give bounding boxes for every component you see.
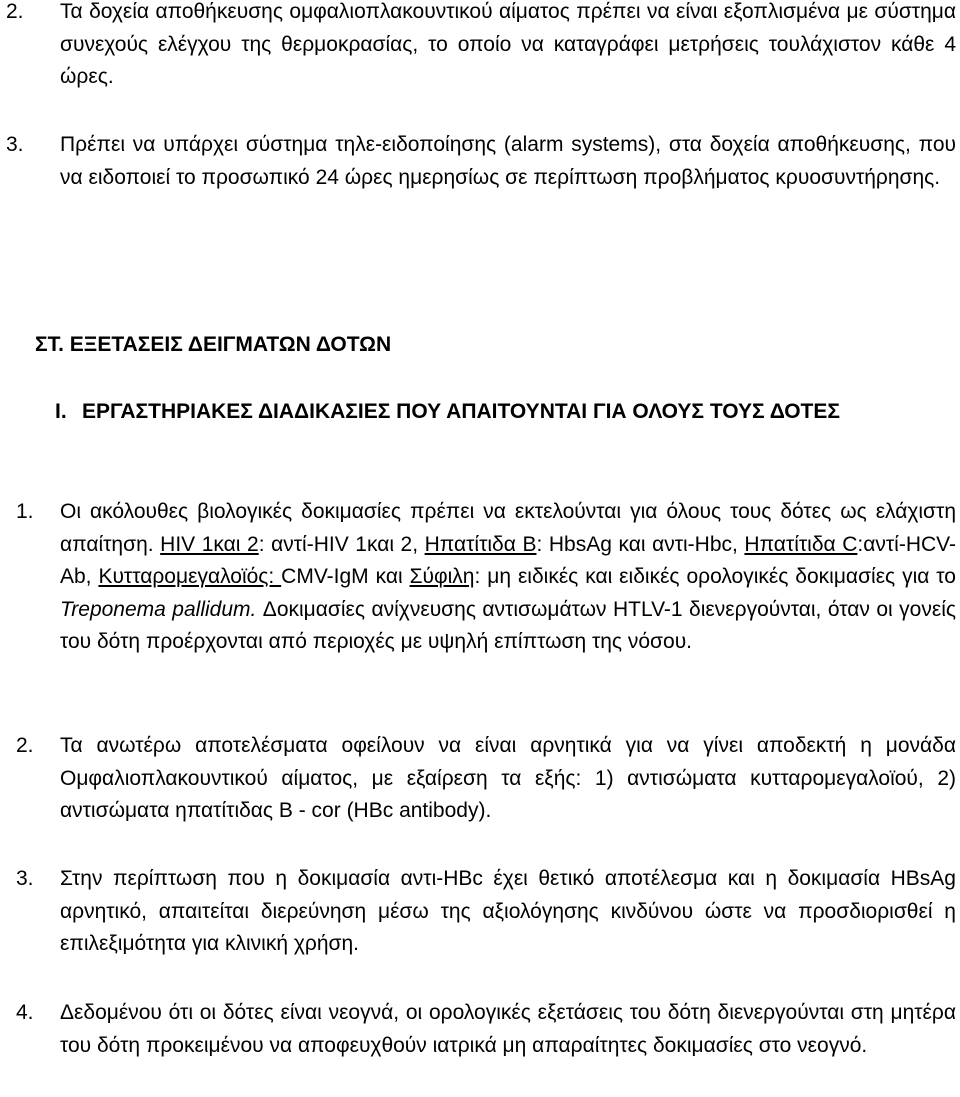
list-item-text: Τα ανωτέρω αποτελέσματα οφείλουν να είναι αρνητικά για να γίνει αποδεκτή η μονάδα Ομφαλιοπλακουντικού αίματος, με εξαίρεση τα εξής: 1) αντισώματα κυτταρομεγαλοϊού, 2) αντισώματα ηπατίτιδας Β - cor (HBc antibody). — [60, 734, 956, 822]
list-number: 3. — [16, 867, 34, 890]
subsection-heading — [55, 396, 955, 429]
list-number: 2. — [16, 734, 34, 757]
list-item-text: Δεδομένου ότι οι δότες είναι νεογνά, οι ορολογικές εξετάσεις του δότη διενεργούνται στη μητέρα του δότη προκειμένου να αποφευχθούν ιατρικά μη απαραίτητες δοκιμασίες στο νεογνό. — [60, 1001, 956, 1057]
cmv-text: CMV-IgM και — [281, 565, 410, 588]
hepatitis-c-text: :αντί-HCV-Ab, — [60, 532, 957, 588]
cmv-label: Κυτταρομεγαλοϊός: — [98, 565, 282, 588]
list-item-text: Στην περίπτωση που η δοκιμασία αντι-HBc έχει θετικό αποτέλεσμα και η δοκιμασία HBsAg αρνητικό, απαιτείται διερεύνηση μέσω της αξιολόγησης κινδύνου ώστε να προσδιορισθεί η επιλεξιμότητα για κλινική χρήση. — [60, 867, 956, 955]
subsection-title: ΕΡΓΑΣΤΗΡΙΑΚΕΣ ΔΙΑΔΙΚΑΣΙΕΣ ΠΟΥ ΑΠΑΙΤΟΥΝΤΑΙ ΓΙΑ ΟΛΟΥΣ ΤΟΥΣ ΔΟΤΕΣ — [82, 400, 840, 423]
hiv-text: : αντί-HIV 1και 2, — [258, 532, 425, 556]
list-item-2 — [6, 730, 956, 828]
section-heading: ΣΤ. ΕΞΕΤΑΣΕΙΣ ΔΕΙΓΜΑΤΩΝ ΔΟΤΩΝ — [35, 333, 392, 356]
list-item-text: Πρέπει να υπάρχει σύστημα τηλε-ειδοποίησης (alarm systems), στα δοχεία αποθήκευσης, που να ειδοποιεί το προσωπικό 24 ώρες ημερησίως σε περίπτωση προβλήματος κρυοσυντήρησης. — [60, 133, 956, 189]
hepatitis-b-label: Ηπατίτιδα Β — [424, 532, 537, 556]
list-item-3 — [6, 863, 956, 961]
treponema-text: Treponema pallidum. — [60, 597, 257, 621]
intro-text: Οι ακόλουθες βιολογικές δοκιμασίες πρέπει να εκτελούνται για όλους τους δότες ως ελάχιστη απαίτηση. — [60, 500, 956, 556]
syphilis-label: Σύφιλη — [409, 565, 475, 588]
list-item-top-2 — [6, 0, 956, 94]
list-item-text: Τα δοχεία αποθήκευσης ομφαλιοπλακουντικού αίματος πρέπει να είναι εξοπλισμένα με σύστημα συνεχούς ελέγχου της θερμοκρασίας, το οποίο να καταγράφει μετρήσεις τουλάχιστον κάθε 4 ώρες. — [60, 0, 956, 88]
subsection-number: Ι. — [55, 400, 67, 423]
list-number: 3. — [6, 133, 24, 156]
list-number: 2. — [6, 0, 24, 23]
hepatitis-c-label: Ηπατίτιδα C — [744, 532, 858, 556]
list-number: 1. — [16, 500, 34, 523]
syphilis-text: : μη ειδικές και ειδικές ορολογικές δοκιμασίες για το — [474, 565, 956, 588]
list-item-4 — [6, 997, 956, 1062]
htlv-text: Δοκιμασίες ανίχνευσης αντισωμάτων HTLV-1 διενεργούνται, όταν οι γονείς του δότη προέρχονται από περιοχές με υψηλή επίπτωση της νόσου. — [60, 597, 956, 653]
list-item-1 — [6, 496, 956, 659]
hepatitis-b-text: : HbsAg και αντι-Hbc, — [536, 532, 745, 556]
list-item-text — [60, 496, 956, 659]
list-item-top-3 — [6, 129, 956, 194]
list-number: 4. — [16, 1001, 34, 1024]
hiv-label: HIV 1και 2 — [160, 532, 259, 556]
